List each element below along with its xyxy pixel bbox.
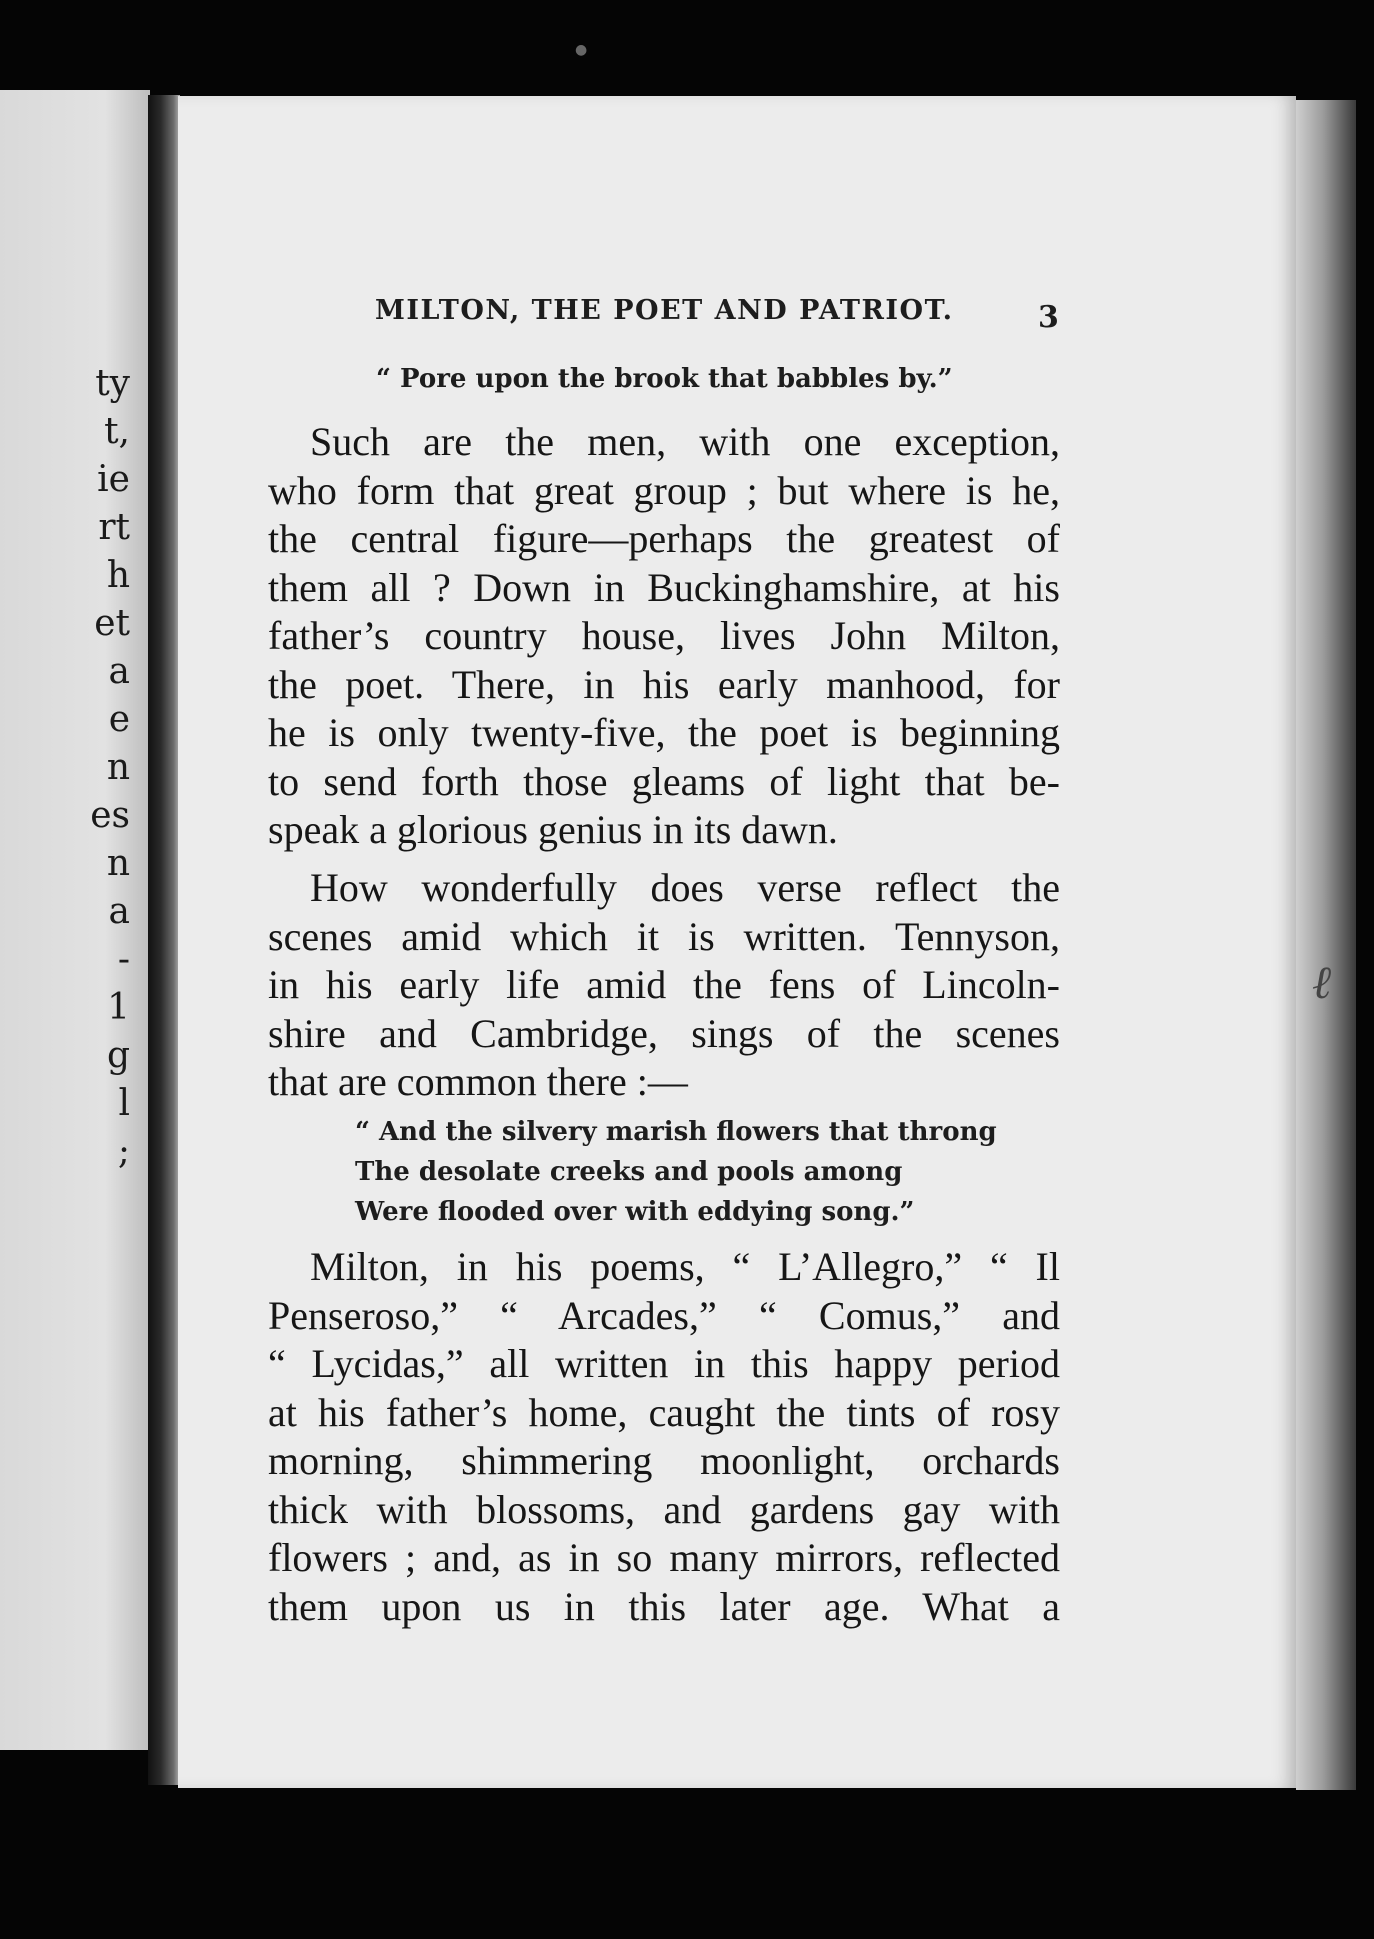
running-head: MILTON, THE POET AND PATRIOT.: [375, 295, 954, 326]
text-line: to send forth those gleams of light that be-: [268, 758, 1060, 804]
left-page-text-fragment: es: [90, 795, 130, 836]
text-line: How wonderfully does verse reflect the: [310, 865, 1060, 910]
text-line: them upon us in this later age. What a: [268, 1583, 1060, 1629]
book-gutter: [148, 95, 180, 1785]
left-page-text-fragment: g: [106, 1035, 130, 1076]
text-line: the poet. There, in his early manhood, for: [268, 661, 1060, 707]
text-line: that are common there :—: [268, 1059, 688, 1104]
previous-page-fragment: [0, 90, 150, 1750]
text-line: morning, shimmering moonlight, orchards: [268, 1438, 1060, 1483]
text-line: “ Lycidas,” all written in this happy period: [268, 1341, 1060, 1386]
page-edge-shadow: [1296, 100, 1356, 1790]
left-page-text-fragment: a: [108, 891, 130, 932]
text-line: who form that great group ; but where is he,: [268, 467, 1060, 513]
left-page-text-fragment: l: [118, 1083, 130, 1124]
left-page-text-fragment: t,: [104, 411, 130, 452]
paragraph-3: [268, 1243, 1060, 1631]
left-page-text-fragment: rt: [98, 507, 130, 548]
text-line: Such are the men, with one exception,: [310, 419, 1060, 464]
left-page-text-fragment: ie: [97, 459, 130, 500]
verse-line: “ And the silvery marish flowers that throng: [355, 1117, 997, 1147]
text-line: them all ? Down in Buckinghamshire, at his: [268, 564, 1060, 610]
paragraph-2: [268, 864, 1060, 1107]
left-page-text-fragment: h: [106, 555, 130, 596]
verse-line: Were flooded over with eddying song.”: [355, 1197, 915, 1227]
margin-pencil-mark: ℓ: [1312, 955, 1332, 1009]
left-page-text-fragment: a: [108, 651, 130, 692]
text-line: the central figure—perhaps the greatest of: [268, 516, 1060, 561]
page-number: 3: [1038, 300, 1059, 335]
left-page-text-fragment: e: [108, 699, 130, 740]
text-line: shire and Cambridge, sings of the scenes: [268, 1010, 1060, 1056]
text-line: father’s country house, lives John Milton,: [268, 613, 1060, 658]
left-page-text-fragment: n: [106, 843, 130, 884]
verse-line: The desolate creeks and pools among: [355, 1157, 903, 1187]
text-line: thick with blossoms, and gardens gay with: [268, 1486, 1060, 1532]
text-line: speak a glorious genius in its dawn.: [268, 807, 838, 852]
text-line: flowers ; and, as in so many mirrors, reflected: [268, 1535, 1060, 1580]
text-line: in his early life amid the fens of Lincoln-: [268, 962, 1060, 1007]
epigraph-quote: “ Pore upon the brook that babbles by.”: [376, 364, 953, 394]
text-line: Milton, in his poems, “ L’Allegro,” “ Il: [310, 1244, 1060, 1289]
left-page-text-fragment: ty: [95, 363, 130, 404]
left-page-text-fragment: n: [106, 747, 130, 788]
left-page-text-fragment: et: [94, 603, 130, 644]
text-line: scenes amid which it is written. Tennyson,: [268, 913, 1060, 959]
scan-speck: ●: [575, 42, 588, 58]
left-page-text-fragment: -: [117, 939, 130, 980]
text-line: Penseroso,” “ Arcades,” “ Comus,” and: [268, 1292, 1060, 1338]
text-line: at his father’s home, caught the tints of rosy: [268, 1389, 1060, 1435]
paragraph-1: [268, 418, 1060, 855]
left-page-text-fragment: 1: [107, 987, 130, 1028]
verse-quote: [355, 1112, 997, 1232]
left-page-text-fragment: ;: [117, 1131, 130, 1172]
text-line: he is only twenty-five, the poet is beginning: [268, 710, 1060, 755]
